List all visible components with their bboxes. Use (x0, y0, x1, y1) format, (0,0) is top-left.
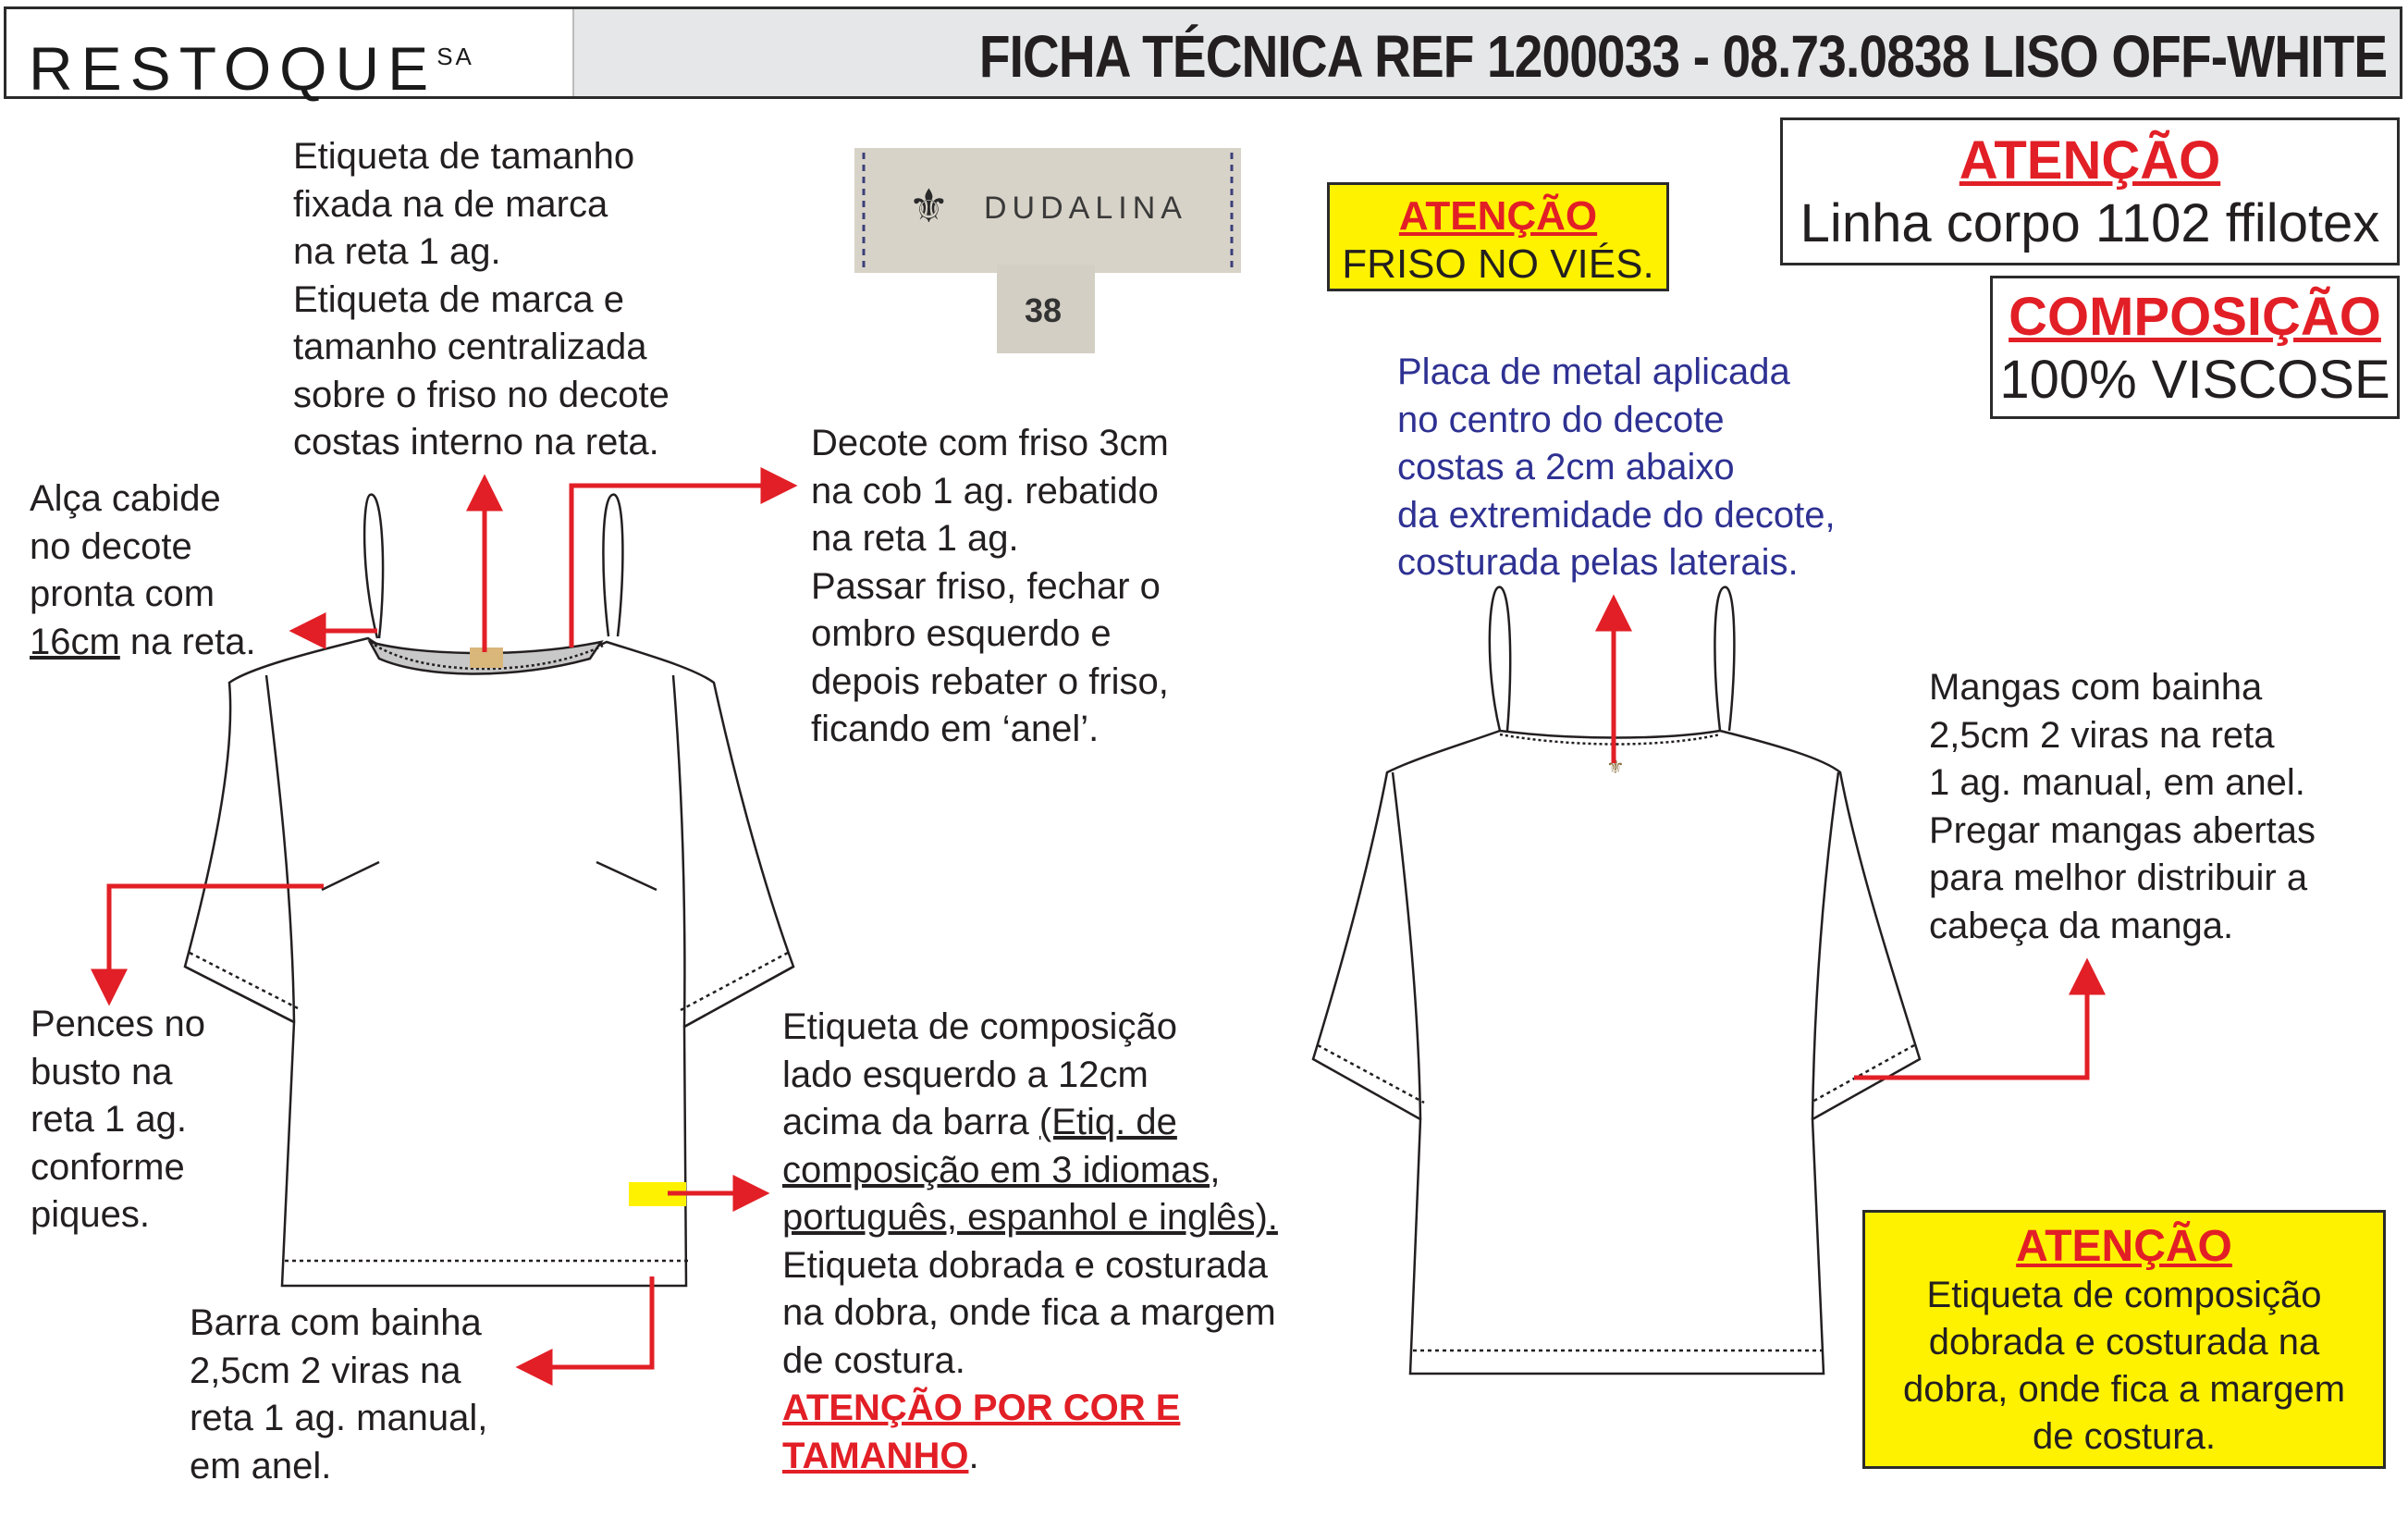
label-attention-box: ATENÇÃO Etiqueta de composição dobrada e costurada na dobra, onde fica a margem de costura. (1862, 1210, 2386, 1469)
metal-plate-icon: ⚜ (1606, 755, 1625, 778)
darts-note: Pences no busto na reta 1 ag. conforme piques. (31, 1004, 206, 1235)
company-logo: $RESTOQUE^{SA}$ (29, 34, 474, 103)
composition-label-note: Etiqueta de composição lado esquerdo a 12cm acima da barra (Etiq. de composição em 3 idiomas, português, espanhol e inglês). Etiqueta dobrada e costurada na dobra, onde fica a margem de costura. ATENÇÃO POR COR E TAMANHO. (782, 1006, 1278, 1476)
fleur-de-lis-icon: ⚜ (908, 180, 950, 232)
front-view-garment (185, 495, 793, 1286)
size-label-text: 38 (1025, 291, 1063, 329)
sleeves-note: Mangas com bainha 2,5cm 2 viras na reta 1 ag. manual, em anel. Pregar mangas abertas para melhor distribuir a cabeça da manga. (1929, 667, 2316, 946)
neckline-note: Decote com friso 3cm na cob 1 ag. rebatido na reta 1 ag. Passar friso, fechar o ombro esquerdo e depois rebater o friso, ficando em ‘anel’. (811, 423, 1169, 749)
composition-box: COMPOSIÇÃO 100% VISCOSE (1990, 276, 2400, 419)
brand-label-text: DUDALINA (984, 191, 1187, 226)
hanger-loop-note: Alça cabide no decote pronta com 16cm na reta. (30, 478, 256, 662)
brand-label-tag (854, 148, 1241, 353)
hem-note: Barra com bainha 2,5cm 2 viras na reta 1 ag. manual, em anel. (190, 1302, 488, 1486)
back-view-garment (1313, 587, 1920, 1374)
page-title: FICHA TÉCNICA REF 1200033 - 08.73.0838 LISO OFF-WHITE (978, 23, 2387, 90)
metal-plate-note: Placa de metal aplicada no centro do decote costas a 2cm abaixo da extremidade do decote, costurada pelas laterais. (1397, 352, 1836, 583)
size-label-note: Etiqueta de tamanho fixada na de marca na reta 1 ag. Etiqueta de marca e tamanho centralizada sobre o friso no decote costas interno na reta. (293, 136, 670, 462)
thread-attention-box: ATENÇÃO Linha corpo 1102 ffilotex (1780, 117, 2400, 265)
friso-attention-box: ATENÇÃO FRISO NO VIÉS. (1327, 182, 1669, 291)
